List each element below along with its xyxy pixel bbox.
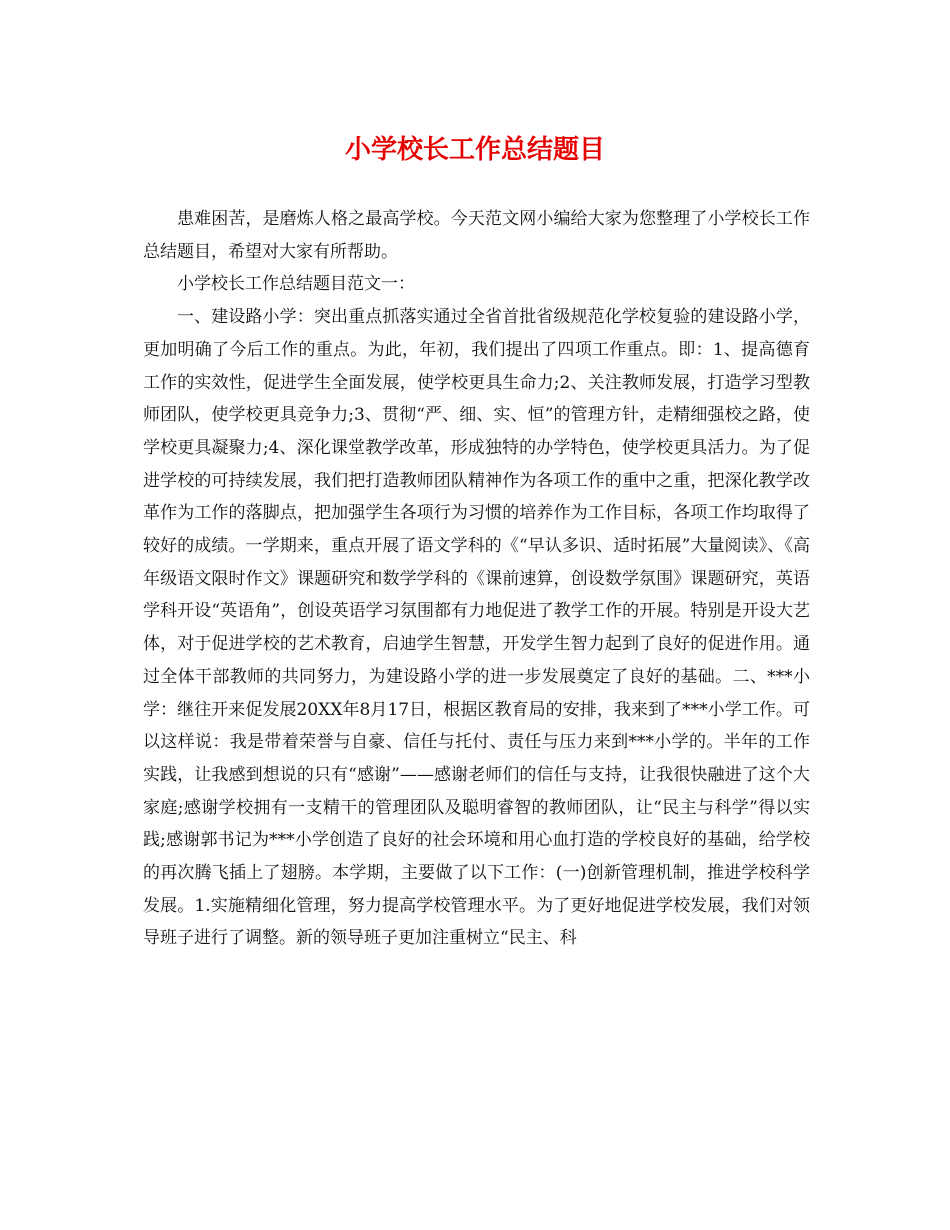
main-paragraph: 一、建设路小学：突出重点抓落实通过全省首批省级规范化学校复验的建设路小学，更加明确了今后工作的重点。为此，年初，我们提出了四项工作重点。即：1、提高德育工作的实效性，促进学生全面发展，使学校更具生命力;2、关注教师发展，打造学习型教师团队，使学校更具竞争力;3、贯彻“严、细、实、恒”的管理方针，走精细强校之路，使学校更具凝聚力;4、深化课堂教学改革，形成独特的办学特色，使学校更具活力。为了促进学校的可持续发展，我们把打造教师团队精神作为各项工作的重中之重，把深化教学改革作为工作的落脚点，把加强学生各项行为习惯的培养作为工作目标，各项工作均取得了较好的成绩。一学期来，重点开展了语文学科的《“早认多识、适时拓展”大量阅读》、《高年级语文限时作文》课题研究和数学学科的《课前速算，创设数学氛围》课题研究，英语学科开设“英语角”，创设英语学习氛围都有力地促进了教学工作的开展。特别是开设大艺体，对于促进学校的艺术教育，启迪学生智慧，开发学生智力起到了良好的促进作用。通过全体干部教师的共同努力，为建设路小学的进一步发展奠定了良好的基础。二、***小学：继往开来促发展20XX年8月17日，根据区教育局的安排，我来到了***小学工作。可以这样说：我是带着荣誉与自豪、信任与托付、责任与压力来到***小学的。半年的工作实践，让我感到想说的只有“感谢”——感谢老师们的信任与支持，让我很快融进了这个大家庭;感谢学校拥有一支精干的管理团队及聪明睿智的教师团队，让“民主与科学”得以实践;感谢郭书记为***小学创造了良好的社会环境和用心血打造的学校良好的基础，给学校的再次腾飞插上了翅膀。本学期，主要做了以下工作：(一)创新管理机制，推进学校科学发展。1.实施精细化管理，努力提高学校管理水平。为了更好地促进学校发展，我们对领导班子进行了调整。新的领导班子更加注重树立“民主、科 (143, 307, 810, 949)
section-heading-paragraph: 小学校长工作总结题目范文一： (177, 274, 415, 295)
document-body (143, 203, 810, 955)
intro-paragraph: 患难困苦，是磨炼人格之最高学校。今天范文网小编给大家为您整理了小学校长工作总结题目，希望对大家有所帮助。 (143, 209, 810, 262)
document-title: 小学校长工作总结题目 (344, 135, 605, 165)
